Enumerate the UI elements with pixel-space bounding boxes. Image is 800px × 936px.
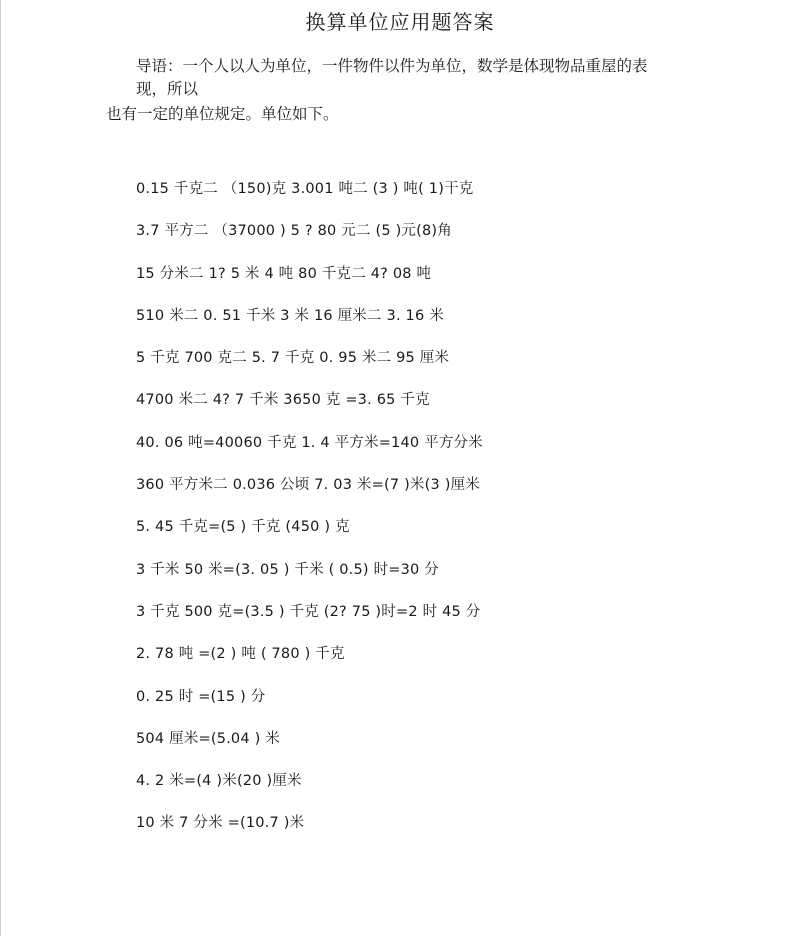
intro-line-3: 也有一定的单位规定。单位如下。: [106, 105, 339, 123]
answer-line-13: 0. 25 时 =(15 ) 分: [136, 688, 266, 705]
answer-line-14: 504 厘米=(5.04 ) 米: [136, 730, 280, 747]
answer-line-3: 15 分米二 1? 5 米 4 吨 80 千克二 4? 08 吨: [136, 265, 432, 282]
answer-list: [136, 178, 483, 855]
answer-line-4: 510 米二 0. 51 千米 3 米 16 厘米二 3. 16 米: [136, 307, 444, 324]
answer-line-15: 4. 2 米=(4 )米(20 )厘米: [136, 773, 302, 790]
answer-line-8: 360 平方米二 0.036 公顷 7. 03 米=(7 )米(3 )厘米: [136, 477, 480, 494]
intro-line-1: 导语：一个人以人为单位，一件物件以件为单位，数学是体现物品重屋的表: [136, 57, 648, 75]
answer-line-1: 0.15 千克二 （150)克 3.001 吨二 (3 ) 吨( 1)干克: [136, 181, 474, 197]
answer-line-12: 2. 78 吨 =(2 ) 吨 ( 780 ) 千克: [136, 646, 345, 663]
page-title: 换算单位应用题答案: [305, 10, 495, 34]
intro-line-2: 现，所以: [136, 80, 199, 98]
answer-line-6: 4700 米二 4? 7 千米 3650 克 =3. 65 千克: [136, 392, 430, 409]
answer-line-2: 3.7 平方二 （37000 ) 5 ? 80 元二 (5 )元(8)角: [136, 223, 452, 240]
answer-line-7: 40. 06 吨=40060 千克 1. 4 平方米=140 平方分米: [136, 434, 483, 451]
answer-line-9: 5. 45 千克=(5 ) 千克 (450 ) 克: [136, 519, 350, 536]
answer-line-10: 3 千米 50 米=(3. 05 ) 千米 ( 0.5) 时=30 分: [136, 561, 439, 578]
page-left-border: [0, 0, 1, 936]
answer-line-5: 5 千克 700 克二 5. 7 千克 0. 95 米二 95 厘米: [136, 350, 450, 367]
answer-line-16: 10 米 7 分米 =(10.7 )米: [136, 815, 305, 832]
answer-line-11: 3 千克 500 克=(3.5 ) 千克 (2? 75 )时=2 时 45 分: [136, 603, 481, 620]
